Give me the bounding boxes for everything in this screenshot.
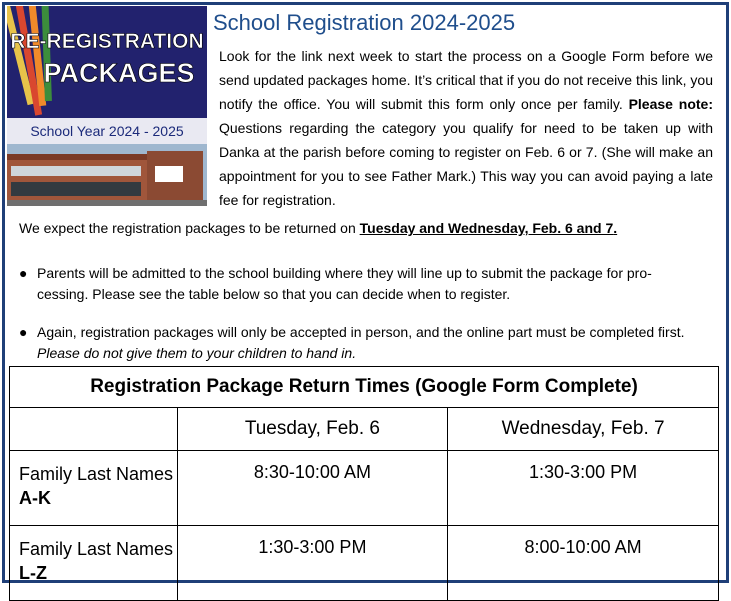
header-tuesday: Tuesday, Feb. 6 bbox=[177, 408, 447, 451]
table-row bbox=[10, 526, 719, 601]
return-times-table bbox=[9, 366, 719, 601]
intro-text-2: Questions regarding the category you qualify for need to be taken up with Danka at the parish before coming to register on Feb. 6 or 7. (She will make an appointment for you to see Father Mark.) This way you can avoid paying a late fee for registration. bbox=[219, 120, 713, 208]
header-wednesday: Wednesday, Feb. 7 bbox=[448, 408, 719, 451]
row-label bbox=[10, 451, 178, 526]
table-caption: Registration Package Return Times (Google Form Complete) bbox=[10, 367, 719, 408]
row-label-text: Family Last Names bbox=[19, 464, 174, 484]
banner-line1: RE-REGISTRATION bbox=[10, 30, 204, 53]
expect-period: . bbox=[613, 220, 618, 236]
table-header-row bbox=[10, 408, 719, 451]
page-title: School Registration 2024-2025 bbox=[213, 10, 516, 35]
banner-line2: PACKAGES bbox=[43, 58, 195, 88]
return-dates-sentence bbox=[19, 220, 617, 236]
row-label bbox=[10, 526, 178, 601]
cell-tuesday: 8:30-10:00 AM bbox=[177, 451, 447, 526]
intro-text-1: Look for the link next week to start the process on a Google Form before we send updated packages home. It’s critical that if you do not receive this link, you notify the office. You will submit this form only once per family. bbox=[219, 48, 713, 112]
bullet-item-in-person bbox=[19, 322, 689, 364]
bullet-text bbox=[19, 322, 689, 364]
cell-wednesday: 1:30-3:00 PM bbox=[448, 451, 719, 526]
banner-graphic bbox=[7, 6, 207, 206]
cell-wednesday: 8:00-10:00 AM bbox=[448, 526, 719, 601]
row-label-text: Family Last Names bbox=[19, 539, 174, 559]
registration-banner-image bbox=[7, 6, 207, 206]
please-note-label: Please note: bbox=[628, 96, 713, 112]
expect-text: We expect the registration packages to be returned on bbox=[19, 220, 360, 236]
bullet-text: Parents will be admitted to the school building where they will line up to submit the package for pro-cessing. Please see the table below so that you can decide when to register. bbox=[37, 265, 652, 302]
bullet-icon: ● bbox=[19, 265, 28, 281]
intro-paragraph bbox=[219, 44, 713, 212]
return-dates: Tuesday and Wednesday, Feb. 6 and 7 bbox=[359, 220, 614, 236]
bullet-text-plain: Again, registration packages will only be accepted in person, and the online part must be completed first. bbox=[37, 324, 685, 340]
bullet-text-italic: Please do not give them to your children to hand in. bbox=[37, 345, 357, 361]
bullet-icon: ● bbox=[19, 324, 28, 340]
cell-tuesday: 1:30-3:00 PM bbox=[177, 526, 447, 601]
banner-year: School Year 2024 - 2025 bbox=[30, 123, 184, 139]
bullet-item-admission bbox=[19, 263, 689, 305]
table-row bbox=[10, 451, 719, 526]
school-building-icon bbox=[7, 144, 207, 206]
row-label-range: A-K bbox=[19, 488, 51, 508]
row-label-range: L-Z bbox=[19, 563, 47, 583]
header-empty-cell bbox=[10, 408, 178, 451]
